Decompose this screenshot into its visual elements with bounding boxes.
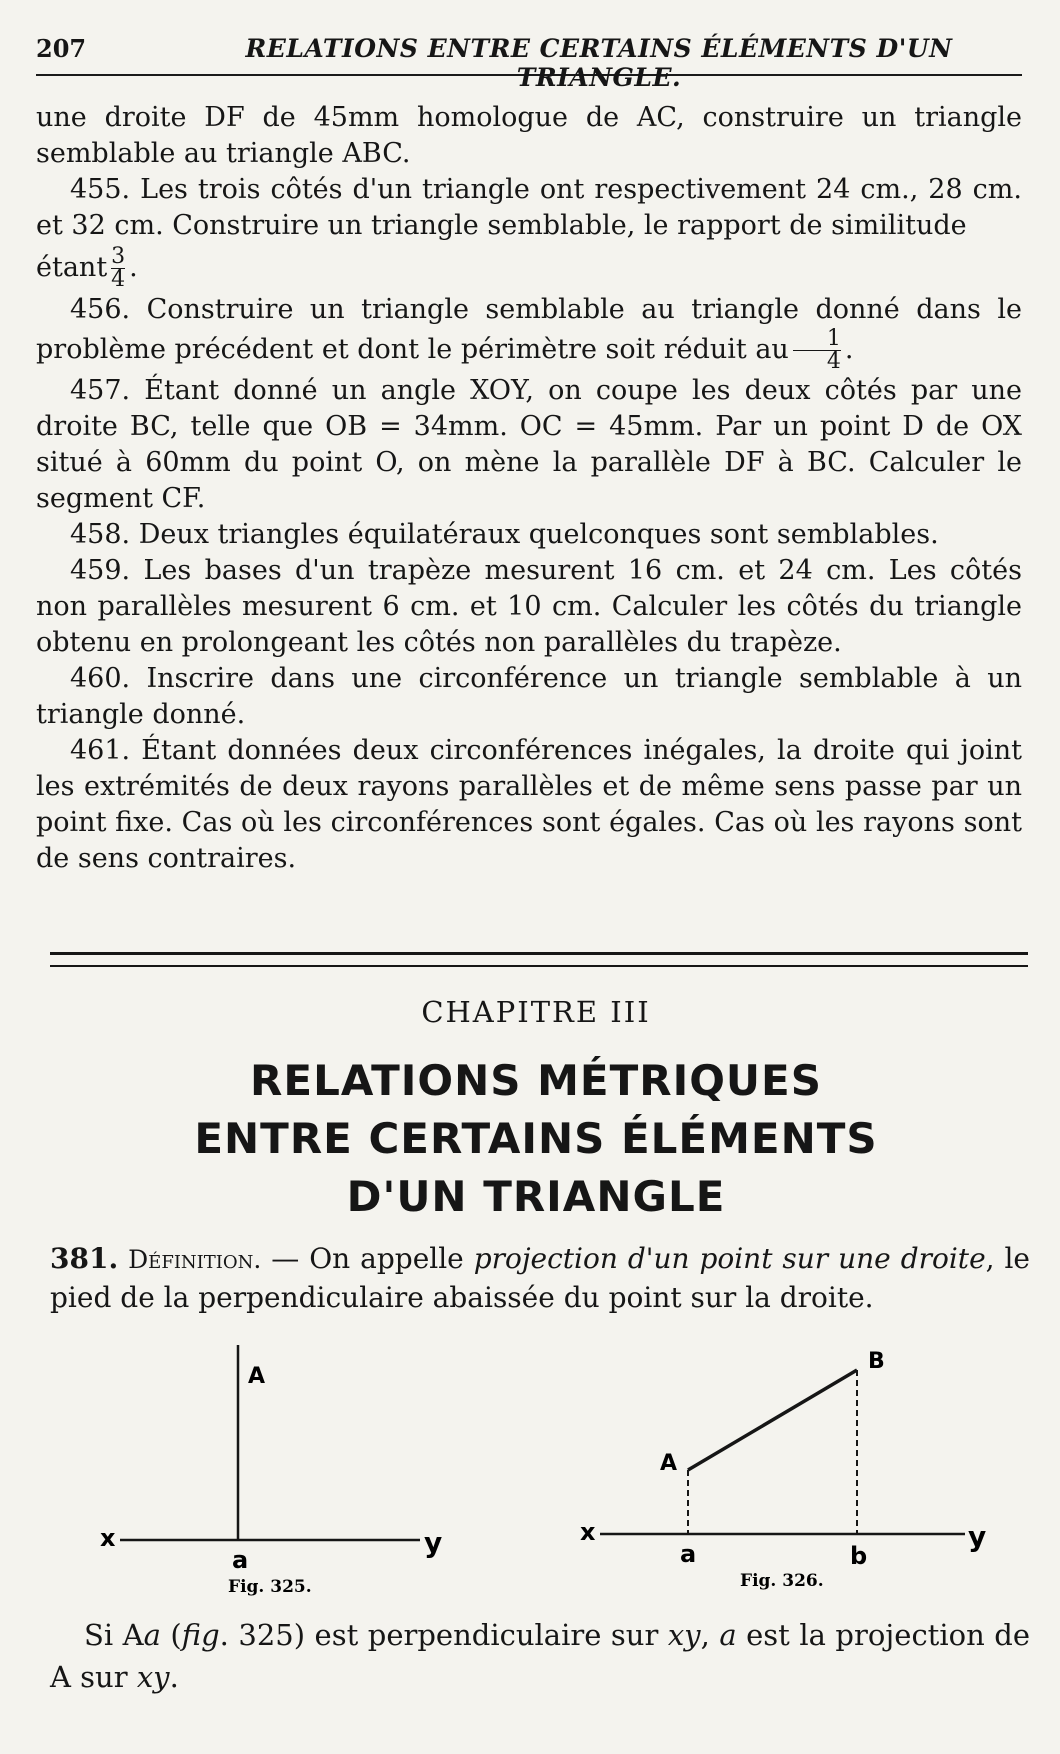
text-run: xy (136, 1660, 170, 1694)
exercise-456: 456. Construire un triangle semblable au triangle donné dans le problème précédent et dont le périmètre soit réduit au $\frac{1}{4}$ . (36, 294, 1022, 374)
fraction-numerator: 1 (826, 326, 841, 351)
figure-caption: Fig. 326. (740, 1571, 824, 1591)
fraction-numerator: 3 (111, 244, 126, 269)
point-label-a: a (680, 1540, 697, 1568)
section-number: 381. (50, 1242, 119, 1275)
figure-caption: Fig. 325. (228, 1577, 312, 1597)
section-divider (50, 952, 1028, 967)
figure-326 (580, 1349, 986, 1591)
exercise-intro: une droite DF de 45mm homologue de AC, construire un triangle semblable au triangle ABC. (36, 102, 1022, 169)
figure-325 (100, 1345, 442, 1597)
page-number: 207 (36, 34, 87, 63)
text-run: . 325) est perpendiculaire sur (219, 1618, 668, 1652)
text-run: est la projection de A sur (50, 1618, 1030, 1694)
point-label-A: A (660, 1451, 678, 1476)
geometry-figures (0, 1320, 1060, 1600)
exercise-459: 459. Les bases d'un trapèze mesurent 16 cm. et 24 cm. Les côtés non parallèles mesurent 6 cm. et 10 cm. Calculer les côtés du triangle obtenu en prolongeant les côtés non parallèles du trapèze. (36, 555, 1022, 658)
text-run: a (719, 1618, 737, 1652)
chapter-title-line: D'UN TRIANGLE (346, 1172, 726, 1221)
point-label-x: x (580, 1518, 596, 1546)
text-run: , (700, 1618, 720, 1652)
closing-text (50, 1614, 1030, 1698)
exercise-list (36, 100, 1022, 877)
exercise-457: 457. Étant donné un angle XOY, on coupe les deux côtés par une droite BC, telle que OB = 34mm. OC = 45mm. Par un point D de OX situé à 60mm du point O, on mène la parallèle DF à BC. Calculer le segment CF. (36, 375, 1022, 514)
definition-term: projection d'un point sur une droite (473, 1242, 986, 1275)
fraction (793, 328, 841, 373)
exercise-461: 461. Étant données deux circonférences inégales, la droite qui joint les extrémités de deux rayons parallèles et de même sens passe par un point fixe. Cas où les circonférences sont égales. Cas où les rayons sont de sens contraires. (36, 735, 1022, 874)
running-title: RELATIONS ENTRE CERTAINS ÉLÉMENTS D'UN TRIANGLE. (245, 34, 953, 92)
point-label-x: x (100, 1524, 116, 1552)
definition-paragraph (50, 1240, 1030, 1317)
ratio-prefix: étant (36, 252, 108, 283)
text-run: Si A (84, 1618, 144, 1652)
chapter-label: CHAPITRE III (421, 995, 651, 1029)
fraction-denominator: 4 (793, 350, 841, 373)
text-run: xy (667, 1618, 701, 1652)
chapter-title-line: ENTRE CERTAINS ÉLÉMENTS (194, 1114, 878, 1163)
definition-dash: — On appelle (261, 1242, 474, 1275)
exercise-455: 455. Les trois côtés d'un triangle ont respectivement 24 cm., 28 cm. et 32 cm. Construire un triangle semblable, le rapport de similitude (36, 174, 1022, 241)
point-label-A: A (248, 1364, 266, 1389)
chapter-title (36, 1052, 1036, 1226)
point-label-b: b (850, 1542, 868, 1570)
definition-heading: Définition. (128, 1245, 262, 1274)
text-run: fig (181, 1618, 220, 1652)
point-label-a: a (232, 1546, 249, 1574)
exercise-460: 460. Inscrire dans une circonférence un triangle semblable à un triangle donné. (36, 663, 1022, 730)
closing-paragraph (50, 1614, 1030, 1698)
fraction-denominator: 4 (111, 267, 126, 292)
fraction (111, 246, 125, 291)
figures-area (0, 1320, 1060, 1600)
point-label-y: y (968, 1520, 987, 1553)
text-run: . (169, 1660, 179, 1694)
text-run: ( (160, 1618, 182, 1652)
exercise-456-text: 456. Construire un triangle semblable au triangle donné dans le problème précédent et dont le périmètre soit réduit au (36, 294, 1022, 365)
point-label-B: B (868, 1349, 885, 1374)
text-run: a (143, 1618, 161, 1652)
exercise-458: 458. Deux triangles équilatéraux quelconques sont semblables. (70, 519, 939, 550)
segment-AB (688, 1370, 857, 1470)
page-header (36, 22, 1022, 92)
definition-rest: , le pied de la perpendiculaire abaissée du point sur la droite. (50, 1242, 1031, 1314)
point-label-y: y (424, 1526, 443, 1559)
exercise-455-ratio: étant $\frac{3}{4}$ . (36, 244, 138, 292)
chapter-title-line: RELATIONS MÉTRIQUES (250, 1056, 822, 1105)
